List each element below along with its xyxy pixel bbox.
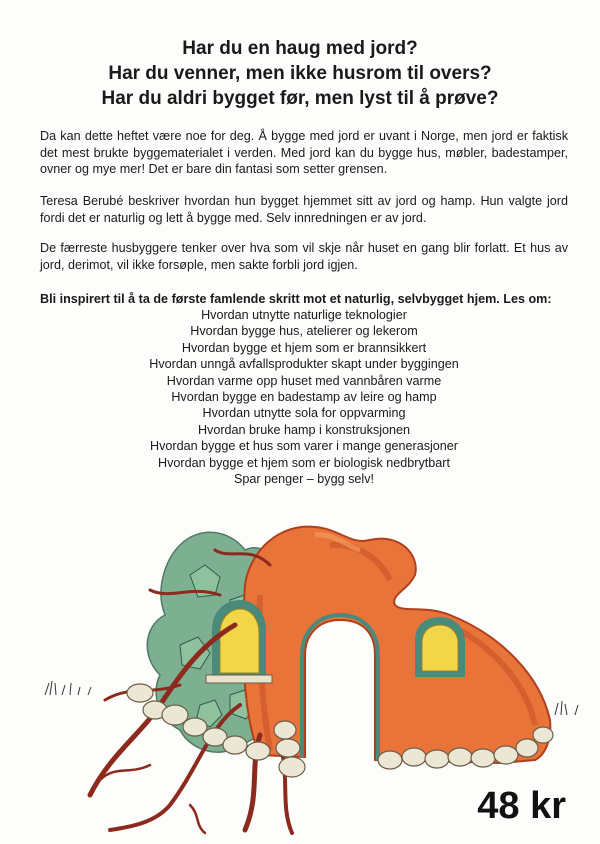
list-item: Hvordan bygge en badestamp av leire og hamp xyxy=(171,390,437,405)
topic-list xyxy=(40,307,568,487)
list-item: Hvordan varme opp huset med vannbåren varme xyxy=(166,373,442,388)
intro-paragraph: Da kan dette heftet være noe for deg. Å bygge med jord er uvant i Norge, men jord er faktisk det mest brukte byggematerialet i verden. Med jord kan du bygge hus, møbler, badestamper, ovner og mye mer! Det er bare din fantasi som setter grensen. xyxy=(40,129,568,176)
list-item: Hvordan bygge et hjem som er brannsikkert xyxy=(181,340,427,355)
headline-line-2: Har du venner, men ikke husrom til overs? xyxy=(108,63,492,84)
list-item: Hvordan bygge hus, atelierer og lekerom xyxy=(190,324,418,339)
list-item: Hvordan bygge et hjem som er biologisk nedbrytbart xyxy=(158,455,450,470)
list-item: Spar penger – bygg selv! xyxy=(233,472,375,487)
list-item: Hvordan utnytte sola for oppvarming xyxy=(202,406,406,421)
headline-line-3: Har du aldri bygget før, men lyst til å prøve? xyxy=(101,88,499,109)
decay-paragraph: De færreste husbyggere tenker over hva som vil skje når huset en gang blir forlatt. Et hus av jord, derimot, vil ikke forsøple, men sakte forbli jord igjen. xyxy=(40,241,568,272)
author-paragraph: Teresa Berubé beskriver hvordan hun bygget hjemmet sitt av jord og hamp. Hun valgte jord fordi det er naturlig og lett å bygge med. Selv innredningen er av jord. xyxy=(40,194,568,225)
list-intro: Bli inspirert til å ta de første famlende skritt mot et naturlig, selvbygget hjem. Les om: xyxy=(40,292,552,306)
price-label: 48 kr xyxy=(477,785,566,827)
list-item: Hvordan bruke hamp i konstruksjonen xyxy=(197,422,411,437)
list-item: Hvordan bygge et hus som varer i mange generasjoner xyxy=(149,439,459,454)
list-item: Hvordan unngå avfallsprodukter skapt under byggingen xyxy=(149,357,459,372)
headline-line-1: Har du en haug med jord? xyxy=(182,38,418,59)
headline xyxy=(20,36,580,111)
list-item: Hvordan utnytte naturlige teknologier xyxy=(201,308,407,322)
right-window xyxy=(415,617,465,677)
